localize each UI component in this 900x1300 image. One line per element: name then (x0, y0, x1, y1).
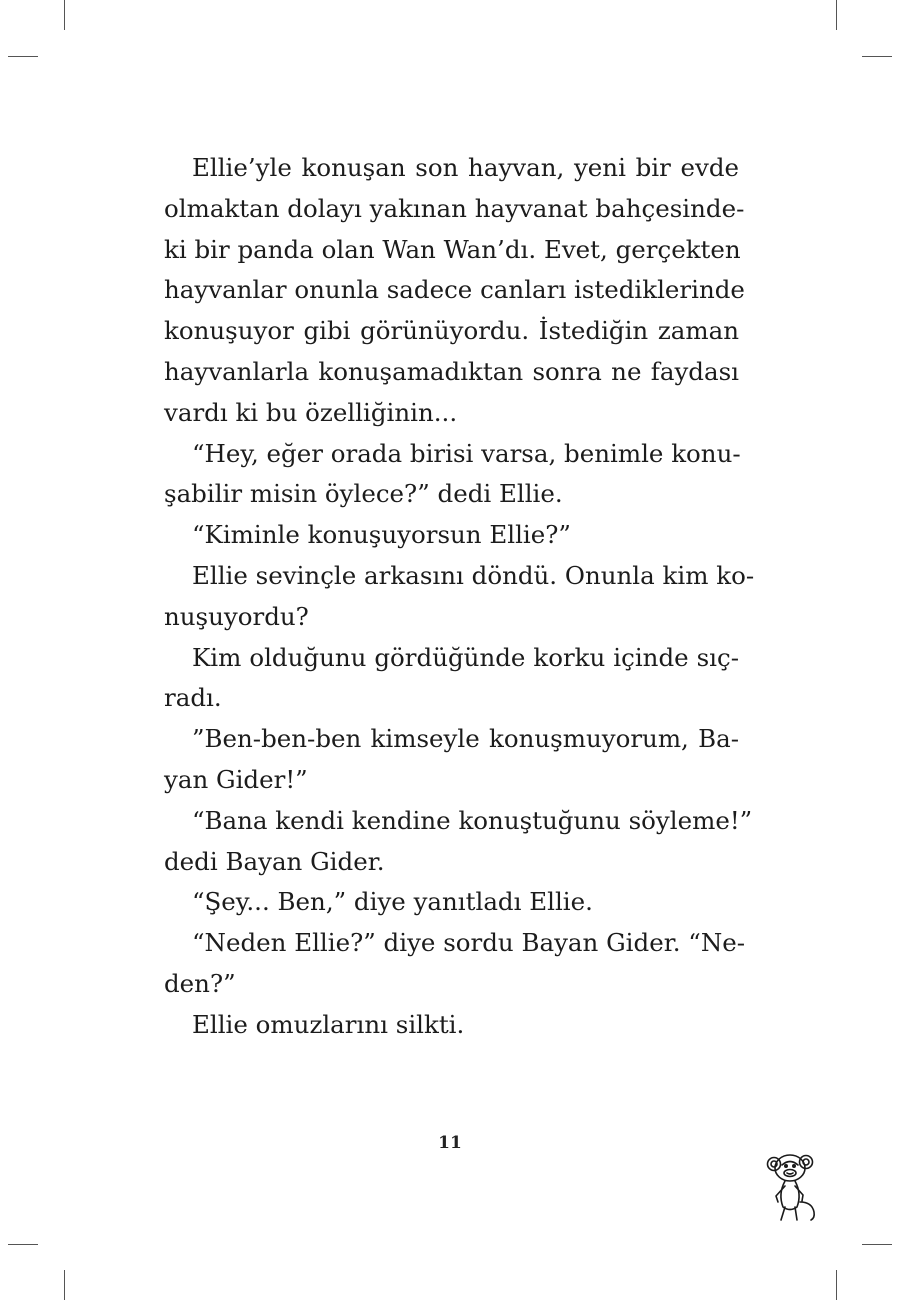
text-line: yan Gider!” (164, 764, 308, 794)
text-line: “Bana kendi kendine konuştuğunu söyleme!” (192, 805, 753, 835)
text-line: Ellie’yle konuşan son hayvan, yeni bir evde (192, 153, 739, 182)
text-line: Kim olduğunu gördüğünde korku içinde sıç- (192, 642, 739, 672)
text-line: Ellie omuzlarını silkti. (192, 1009, 465, 1039)
crop-mark-bottom-left-horizontal (8, 1244, 38, 1245)
text-line: hayvanlarla konuşamadıktan sonra ne faydası (164, 356, 739, 386)
text-line: olmaktan dolayı yakınan hayvanat bahçesinde- (164, 193, 745, 223)
crop-mark-bottom-right-horizontal (862, 1244, 892, 1245)
page-number: 11 (438, 1133, 462, 1153)
text-line: konuşuyor gibi görünüyordu. İstediğin zaman (164, 316, 739, 346)
crop-mark-bottom-right-vertical (836, 1270, 837, 1300)
text-line: şabilir misin öylece?” dedi Ellie. (164, 479, 563, 509)
text-line: “Şey... Ben,” diye yanıtladı Ellie. (192, 887, 593, 917)
crop-mark-top-right-horizontal (862, 56, 892, 57)
crop-mark-bottom-left-vertical (64, 1270, 65, 1300)
text-line: “Kiminle konuşuyorsun Ellie?” (192, 520, 571, 550)
text-line: “Hey, eğer orada birisi varsa, benimle konu- (192, 438, 741, 468)
text-line: dedi Bayan Gider. (164, 846, 385, 876)
monkey-doodle-icon (764, 1152, 824, 1224)
body-text (164, 148, 755, 1046)
text-line: nuşuyordu? (164, 601, 309, 631)
text-line: den?” (164, 968, 236, 998)
crop-mark-top-left-vertical (64, 0, 65, 30)
text-line: ki bir panda olan Wan Wan’dı. Evet, gerçekten (164, 234, 741, 264)
text-line: hayvanlar onunla sadece canları istediklerinde (164, 275, 745, 305)
text-line: Ellie sevinçle arkasını döndü. Onunla kim ko- (192, 560, 755, 590)
text-line: ”Ben-ben-ben kimseyle konuşmuyorum, Ba- (192, 724, 739, 754)
text-line: “Neden Ellie?” diye sordu Bayan Gider. “Ne- (192, 928, 746, 958)
crop-mark-top-right-vertical (836, 0, 837, 30)
text-line: radı. (164, 683, 222, 713)
crop-mark-top-left-horizontal (8, 56, 38, 57)
text-line: vardı ki bu özelliğinin... (164, 397, 458, 427)
